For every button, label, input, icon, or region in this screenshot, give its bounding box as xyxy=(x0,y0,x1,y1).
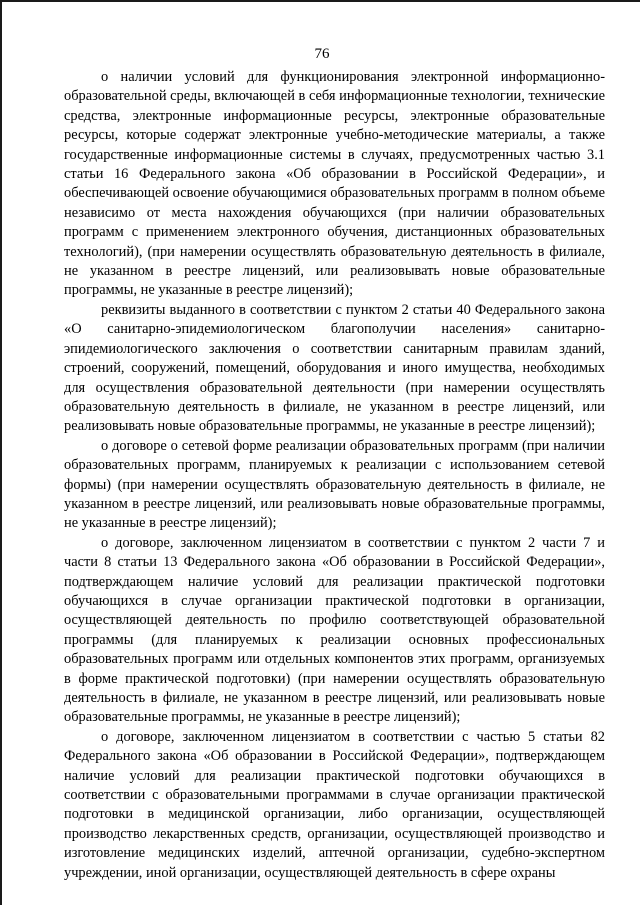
paragraph-network-form-contract: о договоре о сетевой форме реализации образовательных программ (при наличии образовательных программ, планируемых к реализации с использованием сетевой формы) (при намерении осуществлять образовательную деятельность в филиале, не указанном в реестре лицензий, или реализовывать новые образовательные программы, не указанные в реестре лицензий); xyxy=(64,437,605,532)
paragraph-medical-training-contract: о договоре, заключенном лицензиатом в соответствии с частью 5 статьи 82 Федерального закона «Об образовании в Российской Федерации», подтверждающем наличие условий для реализации практической подготовки обучающихся в соответствии с образовательными программами в случае организации практической подготовки в медицинской организации, либо организации, осуществляющей производство лекарственных средств, организации, осуществляющей производство и изготовление медицинских изделий, аптечной организации, судебно-экспертном учреждении, иной организации, осуществляющей деятельность в сфере охраны xyxy=(64,728,605,881)
page-number: 76 xyxy=(314,46,330,62)
paragraph-practical-training-contract: о договоре, заключенном лицензиатом в соответствии с пунктом 2 части 7 и части 8 статьи 13 Федерального закона «Об образовании в Российской Федерации», подтверждающем наличие условий для реализации практической подготовки обучающихся в случае организации практической подготовки в организации, осуществляющей деятельность по профилю соответствующей образовательной программы (для планируемых к реализации основных профессиональных образовательных программ или отдельных компонентов этих программ, организуемых в форме практической подготовки) (при намерении осуществлять образовательную деятельность в филиале, не указанном в реестре лицензий, или реализовывать новые образовательные программы, не указанные в реестре лицензий); xyxy=(64,534,605,726)
document-body xyxy=(64,68,605,883)
paragraph-electronic-environment: о наличии условий для функционирования электронной информационно-образовательной среды, включающей в себя информационные технологии, технические средства, электронные информационные ресурсы, электронные образовательные ресурсы, которые содержат электронные учебно-методические материалы, а также государственные информационные системы в случаях, предусмотренных частью 3.1 статьи 16 Федерального закона «Об образовании в Российской Федерации», и обеспечивающей освоение обучающимися образовательных программ в полном объеме независимо от места нахождения обучающихся (при наличии образовательных программ с применением электронного обучения, дистанционных образовательных технологий), (при намерении осуществлять образовательную деятельность в филиале, не указанном в реестре лицензий, или реализовывать новые образовательные программы, не указанные в реестре лицензий); xyxy=(64,69,605,299)
paragraph-sanitary-conclusion: реквизиты выданного в соответствии с пунктом 2 статьи 40 Федерального закона «О санитарно-эпидемиологическом благополучии населения» санитарно-эпидемиологического заключения о соответствии санитарным правилам зданий, строений, сооружений, помещений, оборудования и иного имущества, необходимых для осуществления образовательной деятельности (при намерении осуществлять образовательную деятельность в филиале, не указанном в реестре лицензий, или реализовывать новые образовательные программы, не указанные в реестре лицензий); xyxy=(64,301,605,435)
